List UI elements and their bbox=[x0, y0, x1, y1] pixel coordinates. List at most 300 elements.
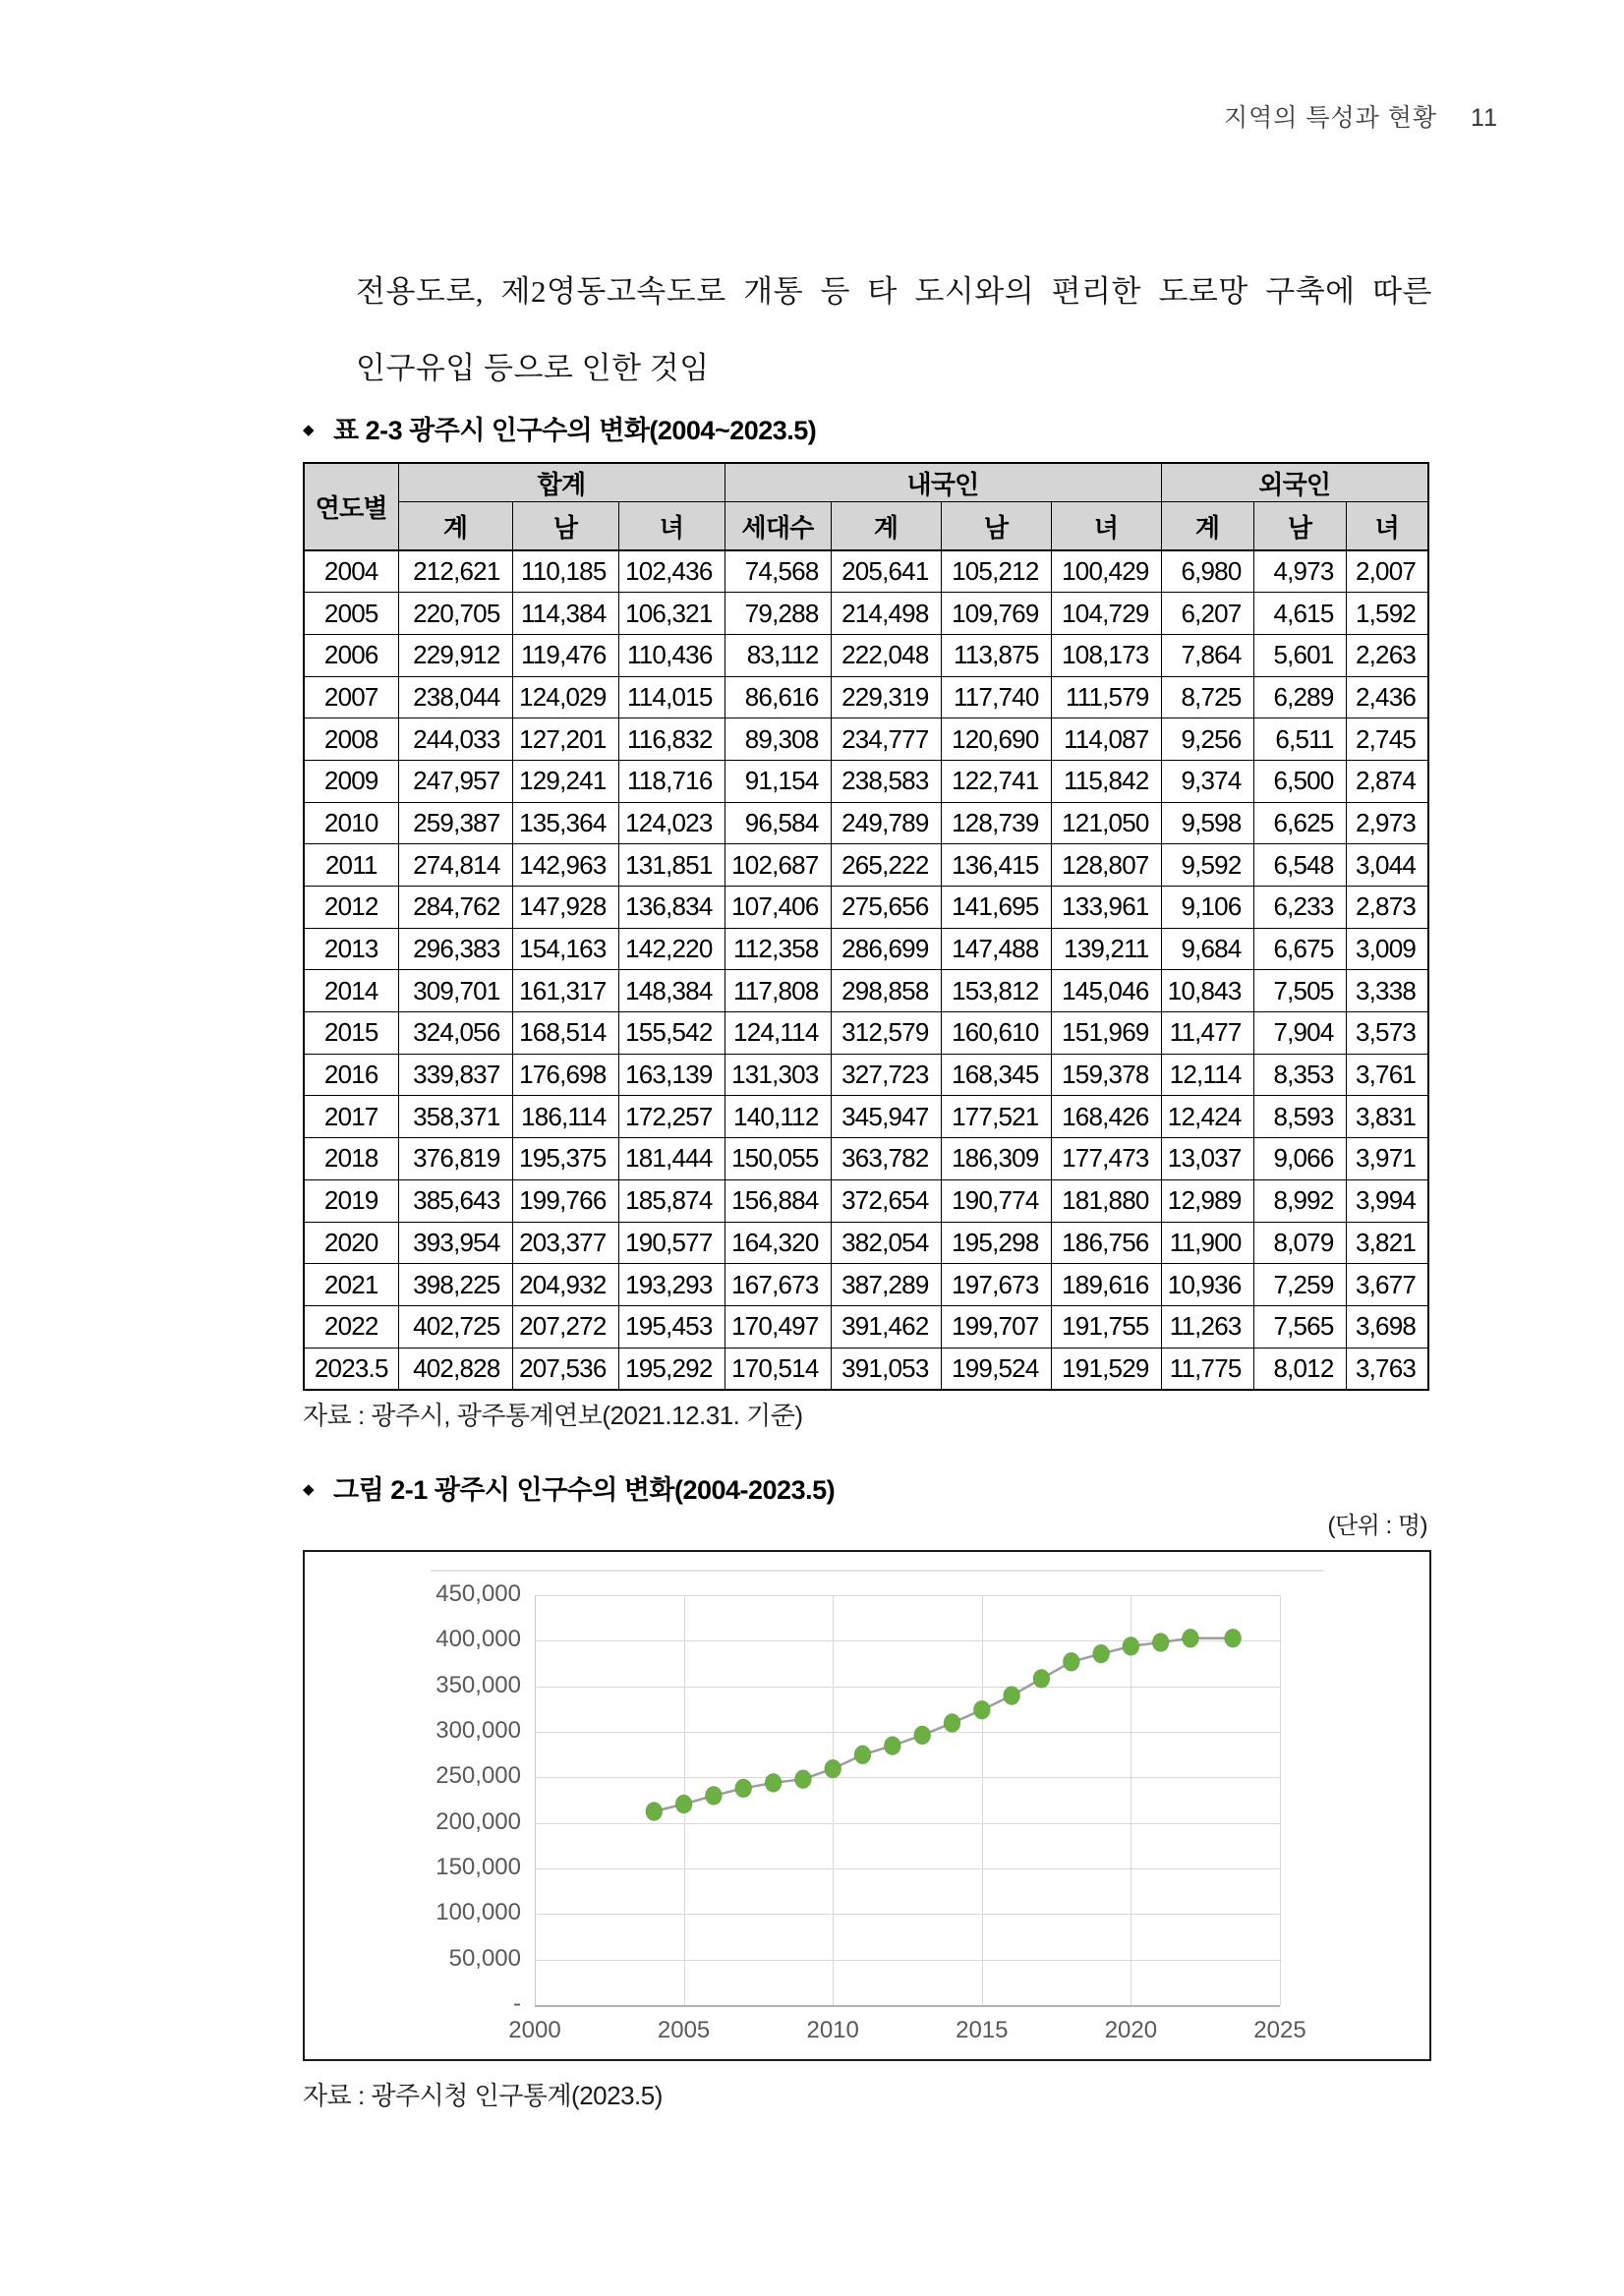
y-axis-tick-label: 50,000 bbox=[448, 1944, 521, 1972]
year-cell: 2018 bbox=[304, 1138, 398, 1180]
y-axis-tick-label: 150,000 bbox=[435, 1854, 521, 1880]
value-cell: 13,037 bbox=[1161, 1138, 1253, 1180]
table-row bbox=[304, 718, 1428, 761]
value-cell: 372,654 bbox=[831, 1179, 941, 1222]
sub-header: 계 bbox=[831, 502, 941, 551]
table-row bbox=[304, 550, 1428, 593]
data-point-marker bbox=[1063, 1652, 1079, 1671]
value-cell: 136,834 bbox=[618, 887, 725, 929]
value-cell: 7,505 bbox=[1253, 970, 1346, 1012]
value-cell: 3,761 bbox=[1346, 1054, 1428, 1096]
value-cell: 100,429 bbox=[1051, 550, 1161, 593]
paragraph-line: 인구유입 등으로 인한 것임 bbox=[356, 351, 710, 385]
value-cell: 195,453 bbox=[618, 1305, 725, 1348]
value-cell: 363,782 bbox=[831, 1138, 941, 1180]
value-cell: 186,114 bbox=[512, 1096, 618, 1138]
value-cell: 116,832 bbox=[618, 718, 725, 761]
value-cell: 2,745 bbox=[1346, 718, 1428, 761]
value-cell: 12,424 bbox=[1161, 1096, 1253, 1138]
value-cell: 9,106 bbox=[1161, 887, 1253, 929]
value-cell: 124,029 bbox=[512, 676, 618, 718]
sub-header: 남 bbox=[941, 502, 1051, 551]
value-cell: 345,947 bbox=[831, 1096, 941, 1138]
value-cell: 168,514 bbox=[512, 1012, 618, 1055]
year-cell: 2006 bbox=[304, 634, 398, 676]
year-cell: 2014 bbox=[304, 970, 398, 1012]
value-cell: 10,843 bbox=[1161, 970, 1253, 1012]
value-cell: 102,687 bbox=[725, 844, 831, 887]
value-cell: 6,548 bbox=[1253, 844, 1346, 887]
value-cell: 229,912 bbox=[398, 634, 512, 676]
value-cell: 2,436 bbox=[1346, 676, 1428, 718]
table-row bbox=[304, 1305, 1428, 1348]
value-cell: 193,293 bbox=[618, 1264, 725, 1306]
value-cell: 212,621 bbox=[398, 550, 512, 593]
value-cell: 127,201 bbox=[512, 718, 618, 761]
value-cell: 327,723 bbox=[831, 1054, 941, 1096]
x-axis-tick-label: 2010 bbox=[806, 2017, 859, 2043]
value-cell: 105,212 bbox=[941, 550, 1051, 593]
value-cell: 3,994 bbox=[1346, 1179, 1428, 1222]
data-point-marker bbox=[1004, 1687, 1020, 1705]
value-cell: 148,384 bbox=[618, 970, 725, 1012]
sub-header: 녀 bbox=[1346, 502, 1428, 551]
value-cell: 8,012 bbox=[1253, 1348, 1346, 1390]
value-cell: 112,358 bbox=[725, 928, 831, 970]
value-cell: 113,875 bbox=[941, 634, 1051, 676]
value-cell: 358,371 bbox=[398, 1096, 512, 1138]
x-axis-line bbox=[535, 2005, 1280, 2007]
page-header-title: 지역의 특성과 현황 bbox=[1223, 104, 1438, 132]
value-cell: 8,353 bbox=[1253, 1054, 1346, 1096]
value-cell: 11,477 bbox=[1161, 1012, 1253, 1055]
value-cell: 189,616 bbox=[1051, 1264, 1161, 1306]
value-cell: 3,831 bbox=[1346, 1096, 1428, 1138]
data-point-marker bbox=[1093, 1644, 1110, 1663]
value-cell: 244,033 bbox=[398, 718, 512, 761]
y-axis-tick-label: - bbox=[513, 1990, 521, 2017]
table-header bbox=[304, 463, 1428, 550]
table-row bbox=[304, 1012, 1428, 1055]
value-cell: 197,673 bbox=[941, 1264, 1051, 1306]
value-cell: 117,740 bbox=[941, 676, 1051, 718]
value-cell: 220,705 bbox=[398, 593, 512, 635]
data-point-marker bbox=[765, 1773, 782, 1792]
value-cell: 6,980 bbox=[1161, 550, 1253, 593]
value-cell: 159,378 bbox=[1051, 1054, 1161, 1096]
value-cell: 147,488 bbox=[941, 928, 1051, 970]
body-paragraph bbox=[356, 254, 1432, 407]
value-cell: 181,880 bbox=[1051, 1179, 1161, 1222]
table-row bbox=[304, 844, 1428, 887]
table-row bbox=[304, 970, 1428, 1012]
value-cell: 249,789 bbox=[831, 802, 941, 844]
value-cell: 86,616 bbox=[725, 676, 831, 718]
table-row bbox=[304, 1222, 1428, 1264]
value-cell: 191,529 bbox=[1051, 1348, 1161, 1390]
y-axis-tick-label: 350,000 bbox=[435, 1671, 521, 1698]
value-cell: 204,932 bbox=[512, 1264, 618, 1306]
value-cell: 234,777 bbox=[831, 718, 941, 761]
value-cell: 2,007 bbox=[1346, 550, 1428, 593]
value-cell: 2,973 bbox=[1346, 802, 1428, 844]
data-point-marker bbox=[854, 1746, 871, 1764]
value-cell: 147,928 bbox=[512, 887, 618, 929]
data-point-marker bbox=[1183, 1629, 1199, 1647]
value-cell: 129,241 bbox=[512, 760, 618, 802]
value-cell: 298,858 bbox=[831, 970, 941, 1012]
value-cell: 312,579 bbox=[831, 1012, 941, 1055]
value-cell: 108,173 bbox=[1051, 634, 1161, 676]
sub-header: 세대수 bbox=[725, 502, 831, 551]
value-cell: 9,066 bbox=[1253, 1138, 1346, 1180]
value-cell: 145,046 bbox=[1051, 970, 1161, 1012]
value-cell: 8,725 bbox=[1161, 676, 1253, 718]
value-cell: 163,139 bbox=[618, 1054, 725, 1096]
year-cell: 2009 bbox=[304, 760, 398, 802]
value-cell: 3,009 bbox=[1346, 928, 1428, 970]
value-cell: 114,015 bbox=[618, 676, 725, 718]
value-cell: 8,992 bbox=[1253, 1179, 1346, 1222]
value-cell: 324,056 bbox=[398, 1012, 512, 1055]
value-cell: 199,524 bbox=[941, 1348, 1051, 1390]
value-cell: 177,521 bbox=[941, 1096, 1051, 1138]
value-cell: 195,298 bbox=[941, 1222, 1051, 1264]
value-cell: 102,436 bbox=[618, 550, 725, 593]
value-cell: 195,292 bbox=[618, 1348, 725, 1390]
table-row bbox=[304, 1138, 1428, 1180]
value-cell: 186,756 bbox=[1051, 1222, 1161, 1264]
value-cell: 111,579 bbox=[1051, 676, 1161, 718]
year-cell: 2020 bbox=[304, 1222, 398, 1264]
value-cell: 104,729 bbox=[1051, 593, 1161, 635]
data-point-marker bbox=[735, 1779, 752, 1798]
value-cell: 117,808 bbox=[725, 970, 831, 1012]
value-cell: 391,462 bbox=[831, 1305, 941, 1348]
value-cell: 4,973 bbox=[1253, 550, 1346, 593]
value-cell: 131,303 bbox=[725, 1054, 831, 1096]
value-cell: 207,536 bbox=[512, 1348, 618, 1390]
value-cell: 164,320 bbox=[725, 1222, 831, 1264]
sub-header: 녀 bbox=[1051, 502, 1161, 551]
value-cell: 109,769 bbox=[941, 593, 1051, 635]
figure-caption-text: 그림 2-1 광주시 인구수의 변화(2004-2023.5) bbox=[333, 1475, 836, 1505]
value-cell: 8,079 bbox=[1253, 1222, 1346, 1264]
value-cell: 3,971 bbox=[1346, 1138, 1428, 1180]
year-cell: 2019 bbox=[304, 1179, 398, 1222]
data-point-marker bbox=[944, 1714, 960, 1733]
data-point-marker bbox=[1123, 1636, 1139, 1655]
value-cell: 11,900 bbox=[1161, 1222, 1253, 1264]
table-caption bbox=[303, 409, 816, 447]
table-row bbox=[304, 676, 1428, 718]
sub-header: 남 bbox=[512, 502, 618, 551]
value-cell: 114,087 bbox=[1051, 718, 1161, 761]
table-row bbox=[304, 1096, 1428, 1138]
year-cell: 2010 bbox=[304, 802, 398, 844]
value-cell: 12,114 bbox=[1161, 1054, 1253, 1096]
value-cell: 185,874 bbox=[618, 1179, 725, 1222]
value-cell: 284,762 bbox=[398, 887, 512, 929]
value-cell: 154,163 bbox=[512, 928, 618, 970]
value-cell: 170,514 bbox=[725, 1348, 831, 1390]
value-cell: 9,592 bbox=[1161, 844, 1253, 887]
value-cell: 275,656 bbox=[831, 887, 941, 929]
value-cell: 9,598 bbox=[1161, 802, 1253, 844]
value-cell: 382,054 bbox=[831, 1222, 941, 1264]
value-cell: 190,577 bbox=[618, 1222, 725, 1264]
table-body bbox=[304, 550, 1428, 1390]
value-cell: 172,257 bbox=[618, 1096, 725, 1138]
value-cell: 136,415 bbox=[941, 844, 1051, 887]
value-cell: 6,500 bbox=[1253, 760, 1346, 802]
value-cell: 122,741 bbox=[941, 760, 1051, 802]
data-point-marker bbox=[825, 1759, 841, 1778]
page-number: 11 bbox=[1471, 104, 1498, 132]
data-point-marker bbox=[646, 1803, 663, 1821]
population-line-chart bbox=[303, 1550, 1431, 2061]
table-row bbox=[304, 634, 1428, 676]
sub-header: 계 bbox=[398, 502, 512, 551]
value-cell: 161,317 bbox=[512, 970, 618, 1012]
value-cell: 89,308 bbox=[725, 718, 831, 761]
value-cell: 83,112 bbox=[725, 634, 831, 676]
sub-header: 남 bbox=[1253, 502, 1346, 551]
year-cell: 2011 bbox=[304, 844, 398, 887]
data-point-marker bbox=[794, 1770, 811, 1789]
plot-area bbox=[535, 1595, 1280, 2005]
year-cell: 2022 bbox=[304, 1305, 398, 1348]
data-point-marker bbox=[705, 1786, 722, 1805]
value-cell: 1,592 bbox=[1346, 593, 1428, 635]
data-point-marker bbox=[675, 1795, 692, 1813]
x-axis-tick-label: 2000 bbox=[508, 2017, 561, 2043]
value-cell: 9,374 bbox=[1161, 760, 1253, 802]
value-cell: 142,220 bbox=[618, 928, 725, 970]
diamond-bullet-icon: ◆ bbox=[303, 421, 315, 438]
value-cell: 3,044 bbox=[1346, 844, 1428, 887]
y-axis-tick-label: 400,000 bbox=[435, 1626, 521, 1653]
value-cell: 199,766 bbox=[512, 1179, 618, 1222]
data-point-marker bbox=[914, 1726, 931, 1745]
v-gridline bbox=[1280, 1595, 1281, 2005]
value-cell: 96,584 bbox=[725, 802, 831, 844]
value-cell: 110,185 bbox=[512, 550, 618, 593]
chart-unit-label: (단위 : 명) bbox=[1327, 1513, 1427, 1539]
value-cell: 91,154 bbox=[725, 760, 831, 802]
year-cell: 2012 bbox=[304, 887, 398, 929]
value-cell: 4,615 bbox=[1253, 593, 1346, 635]
value-cell: 265,222 bbox=[831, 844, 941, 887]
data-point-marker bbox=[1152, 1634, 1169, 1652]
paragraph-line: 전용도로, 제2영동고속도로 개통 등 타 도시와의 편리한 도로망 구축에 따른 bbox=[356, 274, 1432, 309]
value-cell: 6,675 bbox=[1253, 928, 1346, 970]
year-cell: 2008 bbox=[304, 718, 398, 761]
year-cell: 2017 bbox=[304, 1096, 398, 1138]
value-cell: 153,812 bbox=[941, 970, 1051, 1012]
value-cell: 296,383 bbox=[398, 928, 512, 970]
y-axis-tick-label: 300,000 bbox=[435, 1717, 521, 1744]
value-cell: 259,387 bbox=[398, 802, 512, 844]
group-header-total: 합계 bbox=[398, 463, 725, 502]
value-cell: 402,828 bbox=[398, 1348, 512, 1390]
value-cell: 385,643 bbox=[398, 1179, 512, 1222]
value-cell: 106,321 bbox=[618, 593, 725, 635]
value-cell: 114,384 bbox=[512, 593, 618, 635]
value-cell: 2,874 bbox=[1346, 760, 1428, 802]
value-cell: 155,542 bbox=[618, 1012, 725, 1055]
value-cell: 139,211 bbox=[1051, 928, 1161, 970]
value-cell: 6,289 bbox=[1253, 676, 1346, 718]
table-row bbox=[304, 760, 1428, 802]
value-cell: 176,698 bbox=[512, 1054, 618, 1096]
diamond-bullet-icon: ◆ bbox=[303, 1480, 315, 1498]
population-table bbox=[303, 462, 1429, 1391]
value-cell: 7,259 bbox=[1253, 1264, 1346, 1306]
year-cell: 2021 bbox=[304, 1264, 398, 1306]
value-cell: 124,114 bbox=[725, 1012, 831, 1055]
year-cell: 2015 bbox=[304, 1012, 398, 1055]
column-header-year: 연도별 bbox=[304, 463, 398, 550]
value-cell: 11,263 bbox=[1161, 1305, 1253, 1348]
value-cell: 6,625 bbox=[1253, 802, 1346, 844]
year-cell: 2016 bbox=[304, 1054, 398, 1096]
sub-header: 계 bbox=[1161, 502, 1253, 551]
data-point-marker bbox=[1225, 1629, 1242, 1647]
data-point-marker bbox=[1033, 1669, 1050, 1688]
value-cell: 207,272 bbox=[512, 1305, 618, 1348]
value-cell: 128,807 bbox=[1051, 844, 1161, 887]
value-cell: 135,364 bbox=[512, 802, 618, 844]
value-cell: 3,821 bbox=[1346, 1222, 1428, 1264]
table-row bbox=[304, 1179, 1428, 1222]
value-cell: 79,288 bbox=[725, 593, 831, 635]
group-header-foreign: 외국인 bbox=[1161, 463, 1428, 502]
value-cell: 6,233 bbox=[1253, 887, 1346, 929]
value-cell: 387,289 bbox=[831, 1264, 941, 1306]
year-cell: 2013 bbox=[304, 928, 398, 970]
value-cell: 150,055 bbox=[725, 1138, 831, 1180]
value-cell: 133,961 bbox=[1051, 887, 1161, 929]
value-cell: 124,023 bbox=[618, 802, 725, 844]
value-cell: 195,375 bbox=[512, 1138, 618, 1180]
value-cell: 142,963 bbox=[512, 844, 618, 887]
value-cell: 398,225 bbox=[398, 1264, 512, 1306]
group-header-korean: 내국인 bbox=[725, 463, 1161, 502]
value-cell: 6,207 bbox=[1161, 593, 1253, 635]
table-row bbox=[304, 1264, 1428, 1306]
value-cell: 168,426 bbox=[1051, 1096, 1161, 1138]
figure-source-note: 자료 : 광주시청 인구통계(2023.5) bbox=[303, 2081, 663, 2110]
table-source-note: 자료 : 광주시, 광주통계연보(2021.12.31. 기준) bbox=[303, 1401, 803, 1430]
y-axis-tick-label: 450,000 bbox=[435, 1580, 521, 1607]
value-cell: 238,583 bbox=[831, 760, 941, 802]
value-cell: 156,884 bbox=[725, 1179, 831, 1222]
value-cell: 120,690 bbox=[941, 718, 1051, 761]
value-cell: 222,048 bbox=[831, 634, 941, 676]
table-row bbox=[304, 1054, 1428, 1096]
value-cell: 140,112 bbox=[725, 1096, 831, 1138]
value-cell: 205,641 bbox=[831, 550, 941, 593]
value-cell: 118,716 bbox=[618, 760, 725, 802]
value-cell: 128,739 bbox=[941, 802, 1051, 844]
value-cell: 286,699 bbox=[831, 928, 941, 970]
value-cell: 7,565 bbox=[1253, 1305, 1346, 1348]
value-cell: 170,497 bbox=[725, 1305, 831, 1348]
value-cell: 3,338 bbox=[1346, 970, 1428, 1012]
value-cell: 393,954 bbox=[398, 1222, 512, 1264]
value-cell: 3,763 bbox=[1346, 1348, 1428, 1390]
value-cell: 167,673 bbox=[725, 1264, 831, 1306]
table-row bbox=[304, 928, 1428, 970]
value-cell: 115,842 bbox=[1051, 760, 1161, 802]
value-cell: 2,263 bbox=[1346, 634, 1428, 676]
value-cell: 3,573 bbox=[1346, 1012, 1428, 1055]
value-cell: 11,775 bbox=[1161, 1348, 1253, 1390]
value-cell: 12,989 bbox=[1161, 1179, 1253, 1222]
table-row bbox=[304, 802, 1428, 844]
value-cell: 402,725 bbox=[398, 1305, 512, 1348]
year-cell: 2004 bbox=[304, 550, 398, 593]
data-point-marker bbox=[884, 1737, 900, 1755]
x-axis-tick-label: 2005 bbox=[657, 2017, 711, 2043]
population-series bbox=[535, 1595, 1280, 2005]
value-cell: 247,957 bbox=[398, 760, 512, 802]
value-cell: 121,050 bbox=[1051, 802, 1161, 844]
value-cell: 191,755 bbox=[1051, 1305, 1161, 1348]
value-cell: 160,610 bbox=[941, 1012, 1051, 1055]
value-cell: 186,309 bbox=[941, 1138, 1051, 1180]
table-row bbox=[304, 593, 1428, 635]
value-cell: 3,677 bbox=[1346, 1264, 1428, 1306]
table-row bbox=[304, 887, 1428, 929]
value-cell: 6,511 bbox=[1253, 718, 1346, 761]
data-point-marker bbox=[973, 1700, 990, 1719]
value-cell: 376,819 bbox=[398, 1138, 512, 1180]
x-axis-tick-label: 2015 bbox=[956, 2017, 1009, 2043]
value-cell: 7,864 bbox=[1161, 634, 1253, 676]
value-cell: 131,851 bbox=[618, 844, 725, 887]
chart-top-divider bbox=[431, 1570, 1323, 1572]
table-caption-text: 표 2-3 광주시 인구수의 변화(2004~2023.5) bbox=[333, 416, 817, 445]
table-row bbox=[304, 1348, 1428, 1390]
value-cell: 203,377 bbox=[512, 1222, 618, 1264]
value-cell: 214,498 bbox=[831, 593, 941, 635]
value-cell: 8,593 bbox=[1253, 1096, 1346, 1138]
value-cell: 9,684 bbox=[1161, 928, 1253, 970]
value-cell: 7,904 bbox=[1253, 1012, 1346, 1055]
value-cell: 107,406 bbox=[725, 887, 831, 929]
year-cell: 2005 bbox=[304, 593, 398, 635]
x-axis-tick-label: 2020 bbox=[1104, 2017, 1158, 2043]
sub-header: 녀 bbox=[618, 502, 725, 551]
value-cell: 10,936 bbox=[1161, 1264, 1253, 1306]
value-cell: 3,698 bbox=[1346, 1305, 1428, 1348]
value-cell: 2,873 bbox=[1346, 887, 1428, 929]
value-cell: 119,476 bbox=[512, 634, 618, 676]
value-cell: 5,601 bbox=[1253, 634, 1346, 676]
value-cell: 309,701 bbox=[398, 970, 512, 1012]
value-cell: 199,707 bbox=[941, 1305, 1051, 1348]
value-cell: 110,436 bbox=[618, 634, 725, 676]
value-cell: 168,345 bbox=[941, 1054, 1051, 1096]
x-axis-tick-label: 2025 bbox=[1253, 2017, 1306, 2043]
value-cell: 229,319 bbox=[831, 676, 941, 718]
value-cell: 190,774 bbox=[941, 1179, 1051, 1222]
value-cell: 151,969 bbox=[1051, 1012, 1161, 1055]
value-cell: 238,044 bbox=[398, 676, 512, 718]
year-cell: 2007 bbox=[304, 676, 398, 718]
